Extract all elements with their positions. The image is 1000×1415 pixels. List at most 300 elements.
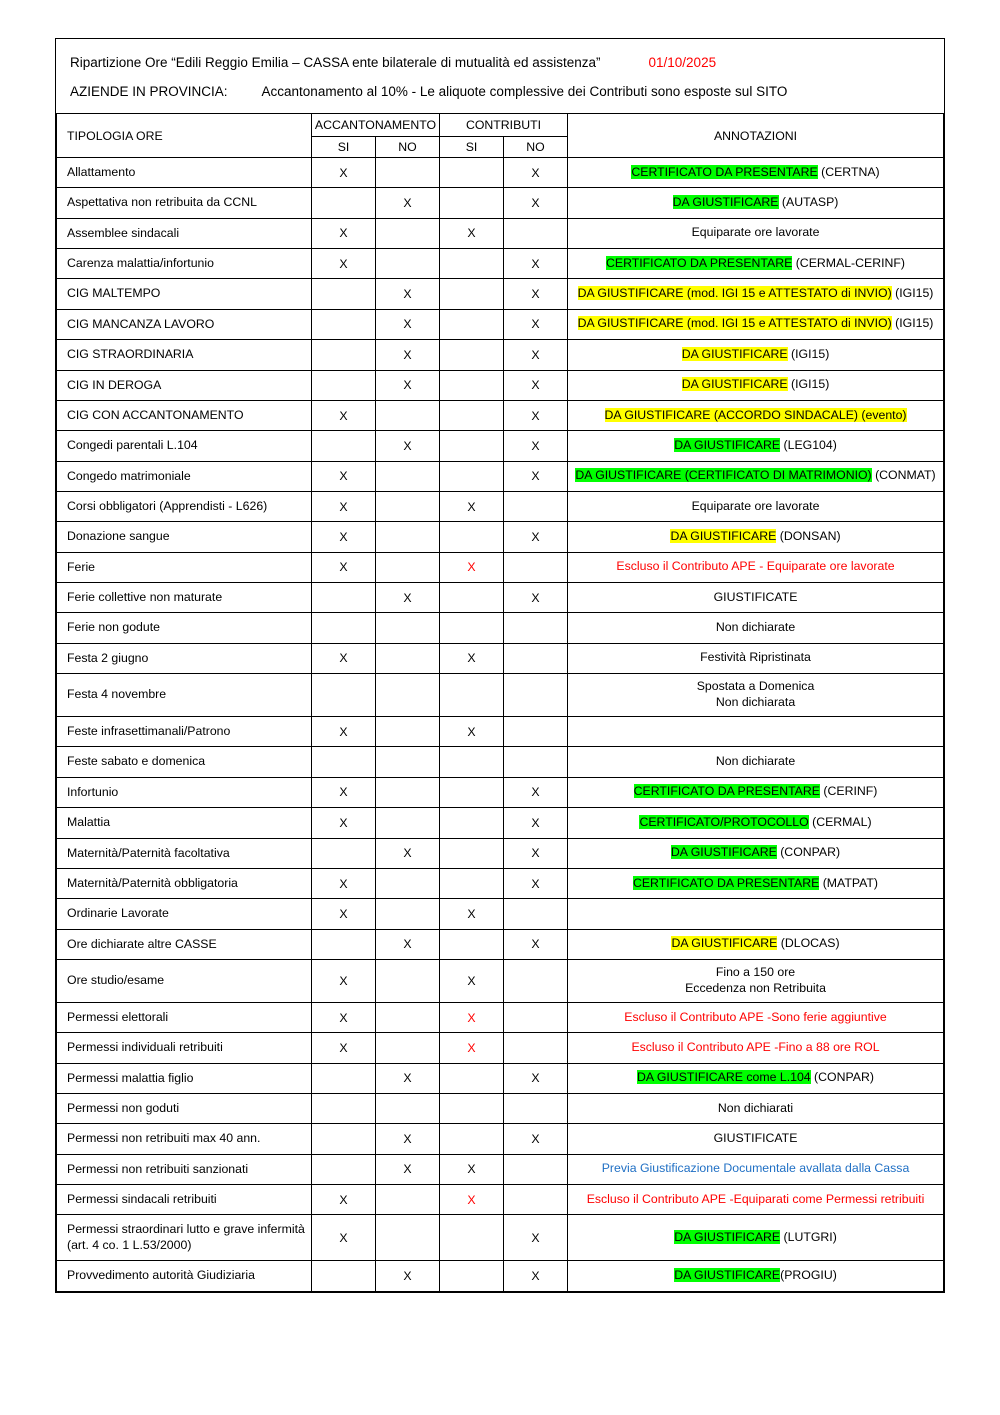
cell-accantonamento-si: X: [312, 717, 376, 747]
row-label: Maternità/Paternità facoltativa: [57, 838, 312, 868]
cell-accantonamento-si: [312, 1154, 376, 1184]
annotation-text: Festività Ripristinata: [700, 650, 811, 665]
cell-contributi-no: [504, 552, 568, 582]
row-label: Permessi non retribuiti max 40 ann.: [57, 1124, 312, 1154]
cell-accantonamento-no: X: [376, 1124, 440, 1154]
annotation-text: CERTIFICATO DA PRESENTARE: [605, 255, 793, 270]
document-header: [56, 39, 944, 113]
table-row: [57, 1124, 944, 1154]
annotation-text: (LEG104): [780, 437, 837, 452]
cell-contributi-si: X: [440, 1033, 504, 1063]
table-row: [57, 838, 944, 868]
column-header-acc-si: SI: [312, 137, 376, 158]
row-label: CIG IN DEROGA: [57, 370, 312, 400]
annotation-text: Equiparate ore lavorate: [691, 225, 820, 240]
cell-accantonamento-si: X: [312, 218, 376, 248]
cell-contributi-no: [504, 1002, 568, 1032]
row-label: Ore studio/esame: [57, 959, 312, 1002]
cell-annotazioni: [568, 522, 944, 552]
cell-accantonamento-si: [312, 674, 376, 717]
cell-contributi-no: X: [504, 868, 568, 898]
annotation-text: (CONMAT): [871, 468, 936, 483]
row-label: Feste sabato e domenica: [57, 747, 312, 777]
cell-accantonamento-si: X: [312, 249, 376, 279]
cell-accantonamento-no: [376, 158, 440, 188]
row-label: Congedi parentali L.104: [57, 431, 312, 461]
annotation-text: Spostata a Domenica: [696, 679, 815, 694]
table-row: [57, 1033, 944, 1063]
cell-contributi-si: [440, 1261, 504, 1291]
cell-annotazioni: [568, 491, 944, 521]
cell-accantonamento-no: [376, 1033, 440, 1063]
row-label: Provvedimento autorità Giudiziaria: [57, 1261, 312, 1291]
cell-contributi-si: X: [440, 1154, 504, 1184]
cell-accantonamento-no: X: [376, 188, 440, 218]
table-row: [57, 522, 944, 552]
cell-annotazioni: [568, 188, 944, 218]
cell-contributi-si: X: [440, 1002, 504, 1032]
cell-annotazioni: [568, 249, 944, 279]
cell-accantonamento-si: [312, 279, 376, 309]
cell-contributi-no: X: [504, 461, 568, 491]
table-row: [57, 674, 944, 717]
annotation-text: (DLOCAS): [777, 936, 840, 951]
table-row: [57, 868, 944, 898]
cell-contributi-no: X: [504, 400, 568, 430]
column-header-con-no: NO: [504, 137, 568, 158]
table-row: [57, 1002, 944, 1032]
annotation-text: CERTIFICATO DA PRESENTARE: [631, 164, 818, 179]
annotation-text: (PROGIU): [780, 1267, 837, 1282]
annotation-text: Non dichiarata: [715, 695, 796, 710]
annotation-text: Previa Giustificazione Documentale avallata dalla Cassa: [601, 1161, 910, 1176]
row-label: CIG MANCANZA LAVORO: [57, 309, 312, 339]
cell-accantonamento-si: [312, 370, 376, 400]
annotation-text: Escluso il Contributo APE: [586, 1191, 727, 1206]
cell-contributi-no: X: [504, 1063, 568, 1093]
row-label: Permessi sindacali retribuiti: [57, 1185, 312, 1215]
cell-accantonamento-si: [312, 747, 376, 777]
cell-contributi-si: X: [440, 491, 504, 521]
cell-contributi-si: [440, 808, 504, 838]
annotation-text: CERTIFICATO DA PRESENTARE: [633, 784, 820, 799]
cell-accantonamento-no: X: [376, 370, 440, 400]
cell-accantonamento-no: [376, 717, 440, 747]
cell-contributi-si: [440, 868, 504, 898]
table-header: [57, 114, 944, 158]
cell-accantonamento-no: X: [376, 431, 440, 461]
cell-contributi-si: [440, 249, 504, 279]
cell-annotazioni: [568, 218, 944, 248]
cell-accantonamento-no: X: [376, 340, 440, 370]
annotation-text: (CONPAR): [776, 845, 841, 860]
annotation-text: DA GIUSTIFICARE come L.104: [637, 1070, 811, 1085]
table-row: [57, 929, 944, 959]
annotation-text: (IGI15): [891, 286, 934, 301]
cell-contributi-si: [440, 929, 504, 959]
cell-contributi-no: X: [504, 370, 568, 400]
cell-accantonamento-si: X: [312, 808, 376, 838]
row-label: Allattamento: [57, 158, 312, 188]
cell-accantonamento-no: [376, 613, 440, 643]
cell-accantonamento-no: [376, 461, 440, 491]
cell-contributi-no: X: [504, 1261, 568, 1291]
cell-annotazioni: [568, 340, 944, 370]
cell-annotazioni: [568, 674, 944, 717]
table-header-row-1: [57, 114, 944, 137]
hours-allocation-table: [56, 113, 944, 1292]
annotation-text: DA GIUSTIFICARE (CERTIFICATO DI MATRIMONIO): [575, 468, 872, 483]
cell-accantonamento-si: [312, 929, 376, 959]
cell-contributi-si: [440, 1063, 504, 1093]
column-header-annotazioni: ANNOTAZIONI: [568, 114, 944, 158]
cell-accantonamento-si: [312, 188, 376, 218]
annotation-text: DA GIUSTIFICARE: [672, 195, 779, 210]
cell-contributi-si: [440, 370, 504, 400]
cell-accantonamento-si: [312, 838, 376, 868]
cell-contributi-si: X: [440, 717, 504, 747]
annotation-text: -Fino a 88 ore ROL: [770, 1039, 880, 1054]
table-row: [57, 747, 944, 777]
table-row: [57, 1094, 944, 1124]
cell-annotazioni: [568, 309, 944, 339]
cell-contributi-no: [504, 218, 568, 248]
cell-contributi-no: X: [504, 1124, 568, 1154]
cell-annotazioni: [568, 1185, 944, 1215]
row-label: Infortunio: [57, 777, 312, 807]
cell-accantonamento-si: [312, 1261, 376, 1291]
subtitle-label: AZIENDE IN PROVINCIA:: [70, 84, 228, 99]
cell-contributi-si: X: [440, 552, 504, 582]
row-label: CIG MALTEMPO: [57, 279, 312, 309]
annotation-text: DA GIUSTIFICARE: [674, 1229, 781, 1244]
table-row: [57, 370, 944, 400]
cell-contributi-no: [504, 1033, 568, 1063]
cell-accantonamento-si: X: [312, 400, 376, 430]
cell-accantonamento-no: [376, 899, 440, 929]
cell-contributi-si: [440, 158, 504, 188]
table-row: [57, 899, 944, 929]
row-label: CIG CON ACCANTONAMENTO: [57, 400, 312, 430]
row-label: Permessi elettorali: [57, 1002, 312, 1032]
row-label: Festa 2 giugno: [57, 643, 312, 673]
cell-contributi-no: X: [504, 279, 568, 309]
cell-accantonamento-no: [376, 522, 440, 552]
row-label: Carenza malattia/infortunio: [57, 249, 312, 279]
header-title-line: [56, 51, 944, 80]
row-label: Permessi straordinari lutto e grave infermità (art. 4 co. 1 L.53/2000): [57, 1215, 312, 1261]
cell-contributi-no: X: [504, 838, 568, 868]
cell-accantonamento-no: [376, 868, 440, 898]
cell-accantonamento-si: [312, 431, 376, 461]
cell-accantonamento-si: [312, 1094, 376, 1124]
subtitle-text: Accantonamento al 10% - Le aliquote complessive dei Contributi sono esposte sul SITO: [261, 84, 788, 99]
cell-annotazioni: [568, 899, 944, 929]
cell-accantonamento-no: [376, 1215, 440, 1261]
cell-contributi-si: [440, 188, 504, 218]
cell-accantonamento-no: [376, 1185, 440, 1215]
cell-contributi-si: [440, 674, 504, 717]
annotation-text: (AUTASP): [778, 195, 839, 210]
cell-accantonamento-si: X: [312, 158, 376, 188]
annotation-text: CERTIFICATO/PROTOCOLLO: [639, 814, 809, 829]
cell-contributi-no: [504, 674, 568, 717]
cell-contributi-no: [504, 643, 568, 673]
cell-contributi-no: X: [504, 929, 568, 959]
annotation-text: - Equiparate ore lavorate: [755, 559, 895, 574]
cell-contributi-si: [440, 461, 504, 491]
annotation-text: Escluso il Contributo APE: [631, 1039, 771, 1054]
cell-accantonamento-no: X: [376, 1261, 440, 1291]
annotation-text: DA GIUSTIFICARE: [681, 346, 788, 361]
cell-contributi-no: [504, 899, 568, 929]
cell-accantonamento-no: X: [376, 838, 440, 868]
cell-contributi-no: X: [504, 777, 568, 807]
cell-accantonamento-si: X: [312, 1185, 376, 1215]
annotation-text: DA GIUSTIFICARE: [674, 1267, 781, 1282]
annotation-text: DA GIUSTIFICARE: [670, 845, 777, 860]
row-label: Permessi malattia figlio: [57, 1063, 312, 1093]
cell-accantonamento-no: X: [376, 929, 440, 959]
cell-contributi-si: X: [440, 959, 504, 1002]
cell-annotazioni: [568, 461, 944, 491]
table-row: [57, 1215, 944, 1261]
table-row: [57, 158, 944, 188]
cell-accantonamento-no: [376, 218, 440, 248]
table-row: [57, 959, 944, 1002]
cell-accantonamento-no: [376, 643, 440, 673]
cell-accantonamento-no: [376, 777, 440, 807]
cell-contributi-si: [440, 747, 504, 777]
cell-annotazioni: [568, 613, 944, 643]
cell-contributi-no: [504, 1185, 568, 1215]
cell-contributi-si: X: [440, 643, 504, 673]
cell-contributi-no: [504, 1094, 568, 1124]
cell-contributi-no: X: [504, 188, 568, 218]
cell-annotazioni: [568, 431, 944, 461]
column-header-acc-no: NO: [376, 137, 440, 158]
cell-contributi-si: [440, 1215, 504, 1261]
cell-annotazioni: [568, 1215, 944, 1261]
cell-accantonamento-no: [376, 808, 440, 838]
cell-contributi-si: [440, 309, 504, 339]
cell-annotazioni: [568, 1154, 944, 1184]
annotation-text: DA GIUSTIFICARE: [671, 936, 778, 951]
cell-contributi-no: X: [504, 808, 568, 838]
annotation-text: Escluso il Contributo APE: [624, 1009, 764, 1024]
cell-contributi-si: [440, 1124, 504, 1154]
annotation-text: DA GIUSTIFICARE (ACCORDO SINDACALE) (evento): [604, 407, 907, 422]
cell-accantonamento-si: X: [312, 491, 376, 521]
cell-contributi-no: [504, 491, 568, 521]
cell-annotazioni: [568, 777, 944, 807]
cell-accantonamento-si: [312, 583, 376, 613]
annotation-text: DA GIUSTIFICARE: [674, 437, 781, 452]
cell-annotazioni: [568, 1033, 944, 1063]
row-label: Aspettativa non retribuita da CCNL: [57, 188, 312, 218]
cell-accantonamento-no: [376, 747, 440, 777]
row-label: Assemblee sindacali: [57, 218, 312, 248]
cell-accantonamento-no: [376, 674, 440, 717]
cell-contributi-no: [504, 1154, 568, 1184]
annotation-text: GIUSTIFICATE: [713, 589, 798, 604]
column-header-con-si: SI: [440, 137, 504, 158]
table-row: [57, 1261, 944, 1291]
annotation-text: Eccedenza non Retribuita: [685, 980, 826, 995]
row-label: Malattia: [57, 808, 312, 838]
cell-accantonamento-no: [376, 959, 440, 1002]
cell-annotazioni: [568, 868, 944, 898]
table-row: [57, 491, 944, 521]
table-row: [57, 717, 944, 747]
cell-contributi-si: X: [440, 1185, 504, 1215]
cell-annotazioni: [568, 1261, 944, 1291]
cell-accantonamento-si: X: [312, 777, 376, 807]
cell-contributi-no: X: [504, 583, 568, 613]
cell-accantonamento-no: [376, 249, 440, 279]
annotation-text: Escluso il Contributo APE: [616, 559, 756, 574]
row-label: Ore dichiarate altre CASSE: [57, 929, 312, 959]
table-row: [57, 279, 944, 309]
cell-accantonamento-no: [376, 491, 440, 521]
cell-contributi-no: X: [504, 431, 568, 461]
cell-contributi-no: X: [504, 340, 568, 370]
annotation-text: (CERMAL): [808, 814, 872, 829]
annotation-text: (LUTGRI): [780, 1229, 837, 1244]
cell-annotazioni: [568, 929, 944, 959]
cell-annotazioni: [568, 1063, 944, 1093]
cell-accantonamento-si: X: [312, 899, 376, 929]
table-row: [57, 1063, 944, 1093]
annotation-text: -Sono ferie aggiuntive: [763, 1009, 887, 1024]
table-body: [57, 158, 944, 1292]
table-row: [57, 583, 944, 613]
cell-contributi-no: X: [504, 249, 568, 279]
cell-annotazioni: [568, 747, 944, 777]
row-label: Feste infrasettimanali/Patrono: [57, 717, 312, 747]
annotation-text: (IGI15): [787, 346, 830, 361]
row-label: Donazione sangue: [57, 522, 312, 552]
cell-contributi-no: X: [504, 158, 568, 188]
annotation-text: DA GIUSTIFICARE: [681, 377, 788, 392]
annotation-text: DA GIUSTIFICARE: [670, 529, 777, 543]
annotation-text: (DONSAN): [776, 529, 841, 543]
cell-accantonamento-no: [376, 1094, 440, 1124]
row-label: Permessi individuali retribuiti: [57, 1033, 312, 1063]
cell-contributi-no: X: [504, 1215, 568, 1261]
cell-accantonamento-si: X: [312, 1033, 376, 1063]
cell-accantonamento-no: X: [376, 583, 440, 613]
annotation-text: (CONPAR): [810, 1070, 874, 1085]
cell-contributi-si: X: [440, 218, 504, 248]
cell-accantonamento-si: [312, 613, 376, 643]
column-header-accantonamento: ACCANTONAMENTO: [312, 114, 440, 137]
cell-contributi-no: X: [504, 522, 568, 552]
table-row: [57, 340, 944, 370]
table-row: [57, 1185, 944, 1215]
annotation-text: DA GIUSTIFICARE (mod. IGI 15 e ATTESTATO di INVIO): [577, 286, 892, 301]
row-label: Ferie collettive non maturate: [57, 583, 312, 613]
cell-annotazioni: [568, 808, 944, 838]
cell-accantonamento-no: X: [376, 1154, 440, 1184]
cell-annotazioni: [568, 552, 944, 582]
annotation-text: Non dichiarati: [717, 1100, 794, 1115]
row-label: Permessi non retribuiti sanzionati: [57, 1154, 312, 1184]
cell-contributi-si: [440, 279, 504, 309]
row-label: Ferie: [57, 552, 312, 582]
table-row: [57, 218, 944, 248]
row-label: Ordinarie Lavorate: [57, 899, 312, 929]
cell-annotazioni: [568, 400, 944, 430]
table-row: [57, 808, 944, 838]
annotation-text: Equiparate ore lavorate: [691, 498, 820, 513]
annotation-text: (CERINF): [819, 784, 878, 799]
cell-contributi-no: [504, 959, 568, 1002]
cell-contributi-si: [440, 522, 504, 552]
cell-accantonamento-no: X: [376, 279, 440, 309]
cell-annotazioni: [568, 370, 944, 400]
cell-accantonamento-si: X: [312, 552, 376, 582]
cell-contributi-no: [504, 747, 568, 777]
annotation-text: Non dichiarate: [715, 620, 796, 635]
cell-contributi-si: [440, 1094, 504, 1124]
cell-annotazioni: [568, 1002, 944, 1032]
cell-accantonamento-no: [376, 1002, 440, 1032]
cell-contributi-si: [440, 431, 504, 461]
table-row: [57, 309, 944, 339]
cell-accantonamento-si: X: [312, 522, 376, 552]
cell-accantonamento-si: [312, 309, 376, 339]
table-row: [57, 552, 944, 582]
cell-annotazioni: [568, 1124, 944, 1154]
cell-contributi-si: [440, 583, 504, 613]
cell-accantonamento-si: X: [312, 1215, 376, 1261]
annotation-text: GIUSTIFICATE: [713, 1131, 798, 1146]
cell-annotazioni: [568, 583, 944, 613]
cell-annotazioni: [568, 838, 944, 868]
annotation-text: -Equiparati come Permessi retribuiti: [726, 1191, 925, 1206]
annotation-text: (IGI15): [787, 377, 830, 392]
row-label: Maternità/Paternità obbligatoria: [57, 868, 312, 898]
cell-accantonamento-si: X: [312, 868, 376, 898]
table-row: [57, 431, 944, 461]
cell-accantonamento-si: X: [312, 959, 376, 1002]
row-label: Congedo matrimoniale: [57, 461, 312, 491]
document-date: 01/10/2025: [648, 55, 717, 70]
annotation-text: (CERMAL-CERINF): [792, 255, 906, 270]
annotation-text: (MATPAT): [819, 875, 879, 890]
annotation-text: DA GIUSTIFICARE (mod. IGI 15 e ATTESTATO di INVIO): [577, 316, 892, 331]
cell-contributi-si: [440, 400, 504, 430]
cell-accantonamento-si: [312, 340, 376, 370]
cell-annotazioni: [568, 717, 944, 747]
row-label: Corsi obbligatori (Apprendisti - L626): [57, 491, 312, 521]
document-title: Ripartizione Ore “Edili Reggio Emilia – CASSA ente bilaterale di mutualità ed assistenza”: [70, 55, 601, 70]
table-row: [57, 249, 944, 279]
cell-accantonamento-no: X: [376, 309, 440, 339]
column-header-tipologia: TIPOLOGIA ORE: [57, 114, 312, 158]
cell-annotazioni: [568, 643, 944, 673]
cell-accantonamento-si: [312, 1063, 376, 1093]
cell-accantonamento-si: X: [312, 1002, 376, 1032]
cell-accantonamento-no: X: [376, 1063, 440, 1093]
table-row: [57, 613, 944, 643]
cell-contributi-no: X: [504, 309, 568, 339]
table-row: [57, 461, 944, 491]
table-row: [57, 188, 944, 218]
cell-accantonamento-si: X: [312, 643, 376, 673]
cell-contributi-si: [440, 340, 504, 370]
